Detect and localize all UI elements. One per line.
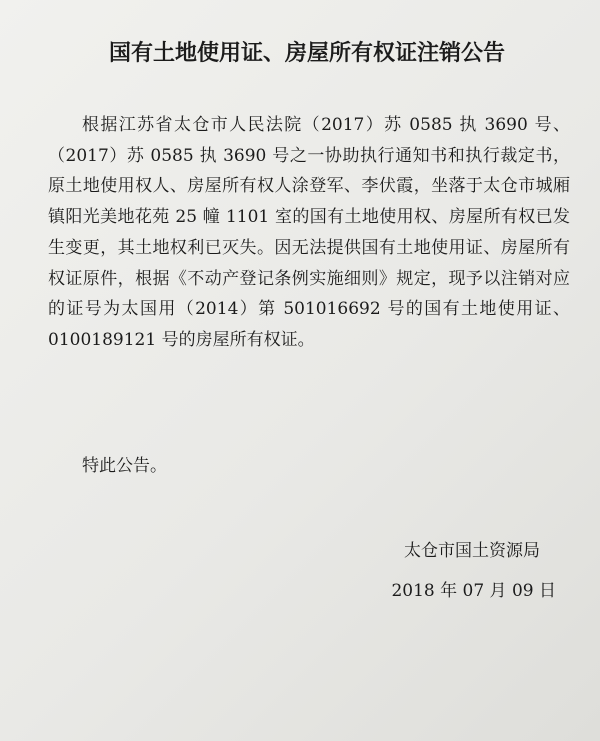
issue-date: 2018 年 07 月 09 日: [391, 581, 556, 601]
notice-title: 国有土地使用证、房屋所有权证注销公告: [108, 41, 505, 66]
notice-body: [48, 110, 570, 356]
notice-closing: 特此公告。: [82, 456, 167, 476]
notice-paragraph: 根据江苏省太仓市人民法院（2017）苏 0585 执 3690 号、（2017）苏 0585 执 3690 号之一协助执行通知书和执行裁定书，原土地使用权人、房屋所有权人涂登军、李伏霞，坐落于太仓市城厢镇阳光美地花苑 25 幢 1101 室的国有土地使用权、房屋所有权已发生变更，其土地权利已灭失。因无法提供国有土地使用证、房屋所有权证原件，根据《不动产登记条例实施细则》规定，现予以注销对应的证号为太国用（2014）第 501016692 号的国有土地使用证、0100189121 号的房屋所有权证。: [48, 115, 570, 350]
issuer-name: 太仓市国土资源局: [404, 541, 540, 561]
